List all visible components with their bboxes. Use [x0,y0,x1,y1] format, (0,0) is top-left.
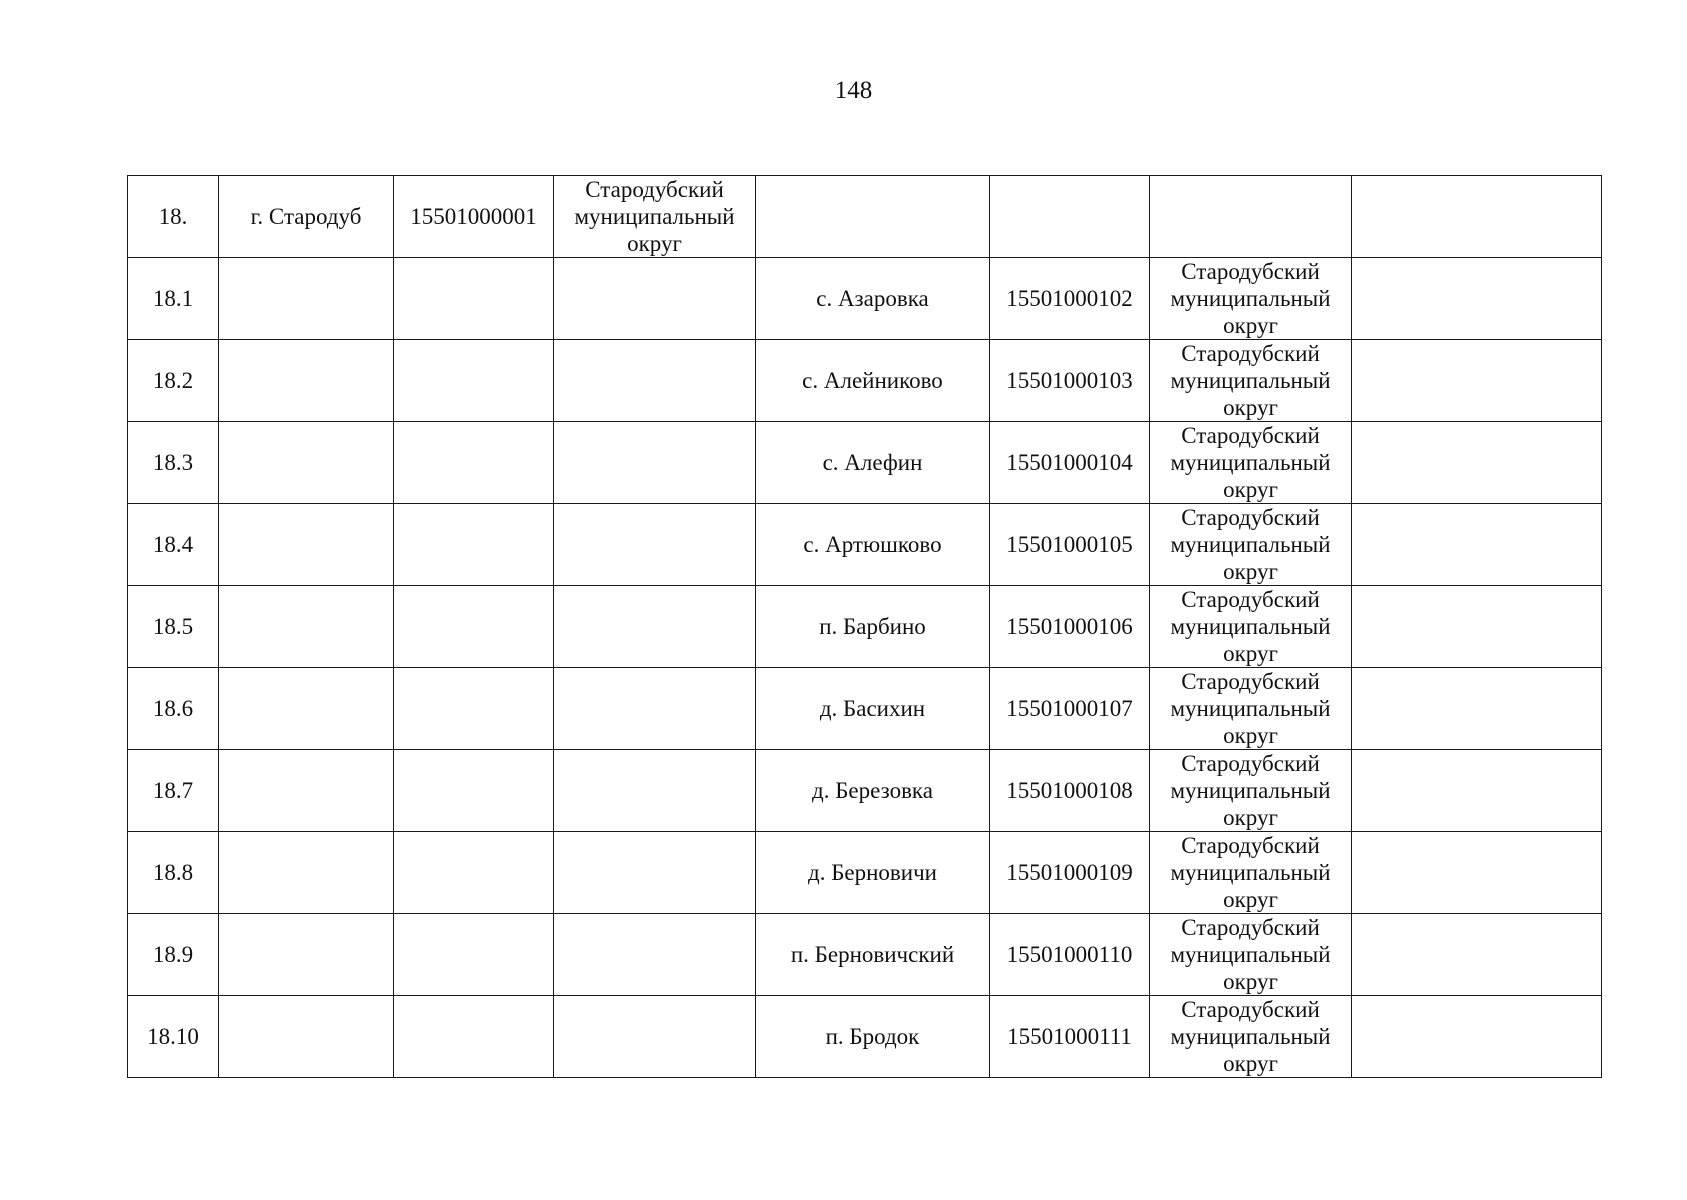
city-code-cell [394,668,554,750]
settlement-municipality-cell: Стародубский муниципальный округ [1150,586,1352,668]
table-row [128,422,1602,504]
extra-cell [1352,504,1602,586]
settlement-code-cell: 15501000107 [990,668,1150,750]
settlement-municipality-cell: Стародубский муниципальный округ [1150,832,1352,914]
extra-cell [1352,914,1602,996]
row-number-cell: 18.4 [128,504,219,586]
row-number-cell: 18.1 [128,258,219,340]
settlement-municipality-cell: Стародубский муниципальный округ [1150,668,1352,750]
city-cell [219,668,394,750]
settlement-municipality-cell: Стародубский муниципальный округ [1150,996,1352,1078]
row-number-cell: 18.8 [128,832,219,914]
extra-cell [1352,422,1602,504]
extra-cell [1352,258,1602,340]
settlement-cell: д. Березовка [756,750,990,832]
row-number-cell: 18.5 [128,586,219,668]
extra-cell [1352,996,1602,1078]
city-code-cell: 15501000001 [394,176,554,258]
city-cell [219,422,394,504]
municipality-cell [554,996,756,1078]
city-code-cell [394,832,554,914]
city-cell [219,996,394,1078]
table-row [128,750,1602,832]
settlement-code-cell: 15501000104 [990,422,1150,504]
settlement-code-cell [990,176,1150,258]
municipality-cell: Стародубский муниципальный округ [554,176,756,258]
municipality-cell [554,668,756,750]
table-row [128,176,1602,258]
municipality-cell [554,750,756,832]
city-cell [219,258,394,340]
table-row [128,340,1602,422]
city-code-cell [394,504,554,586]
row-number-cell: 18.2 [128,340,219,422]
city-cell: г. Стародуб [219,176,394,258]
municipality-cell [554,422,756,504]
settlement-municipality-cell: Стародубский муниципальный округ [1150,422,1352,504]
city-cell [219,586,394,668]
city-cell [219,914,394,996]
settlement-cell: п. Берновичский [756,914,990,996]
settlement-cell: с. Артюшково [756,504,990,586]
municipality-cell [554,586,756,668]
city-code-cell [394,258,554,340]
settlement-code-cell: 15501000103 [990,340,1150,422]
municipality-cell [554,832,756,914]
row-number-cell: 18.7 [128,750,219,832]
settlement-code-cell: 15501000108 [990,750,1150,832]
settlement-municipality-cell: Стародубский муниципальный округ [1150,914,1352,996]
extra-cell [1352,340,1602,422]
row-number-cell: 18.6 [128,668,219,750]
settlement-municipality-cell: Стародубский муниципальный округ [1150,504,1352,586]
city-code-cell [394,340,554,422]
row-number-cell: 18.9 [128,914,219,996]
table-body [128,176,1602,1078]
settlement-code-cell: 15501000110 [990,914,1150,996]
table-row [128,914,1602,996]
city-code-cell [394,996,554,1078]
extra-cell [1352,586,1602,668]
extra-cell [1352,668,1602,750]
city-code-cell [394,422,554,504]
row-number-cell: 18.10 [128,996,219,1078]
settlement-cell: п. Бродок [756,996,990,1078]
settlement-cell: с. Алефин [756,422,990,504]
page-number: 148 [834,77,873,104]
settlement-cell: с. Азаровка [756,258,990,340]
city-cell [219,340,394,422]
settlement-cell: п. Барбино [756,586,990,668]
extra-cell [1352,176,1602,258]
table-row [128,586,1602,668]
settlements-table [127,175,1602,1078]
settlement-code-cell: 15501000105 [990,504,1150,586]
city-cell [219,750,394,832]
settlement-municipality-cell: Стародубский муниципальный округ [1150,750,1352,832]
row-number-cell: 18. [128,176,219,258]
extra-cell [1352,832,1602,914]
settlement-code-cell: 15501000111 [990,996,1150,1078]
table-row [128,668,1602,750]
table-row [128,832,1602,914]
table-row [128,504,1602,586]
table-row [128,996,1602,1078]
settlement-cell [756,176,990,258]
city-code-cell [394,750,554,832]
city-cell [219,832,394,914]
settlement-municipality-cell [1150,176,1352,258]
municipality-cell [554,914,756,996]
settlement-municipality-cell: Стародубский муниципальный округ [1150,340,1352,422]
municipality-cell [554,258,756,340]
municipality-cell [554,340,756,422]
settlement-cell: с. Алейниково [756,340,990,422]
row-number-cell: 18.3 [128,422,219,504]
settlement-municipality-cell: Стародубский муниципальный округ [1150,258,1352,340]
settlement-cell: д. Басихин [756,668,990,750]
extra-cell [1352,750,1602,832]
settlement-code-cell: 15501000106 [990,586,1150,668]
municipality-cell [554,504,756,586]
city-cell [219,504,394,586]
city-code-cell [394,914,554,996]
table-row [128,258,1602,340]
settlement-code-cell: 15501000109 [990,832,1150,914]
city-code-cell [394,586,554,668]
settlement-cell: д. Берновичи [756,832,990,914]
settlement-code-cell: 15501000102 [990,258,1150,340]
